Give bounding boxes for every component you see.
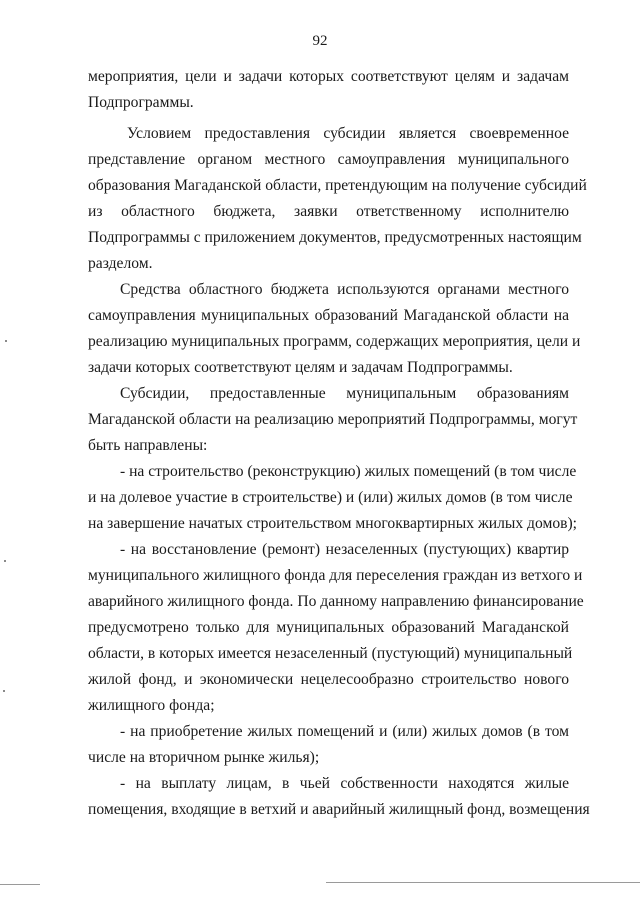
text-line: представление органом местного самоуправления муниципального — [88, 151, 569, 168]
text-line: реализацию муниципальных программ, содержащих мероприятия, цели и — [88, 333, 581, 350]
text-line: Подпрограммы с приложением документов, предусмотренных настоящим — [88, 229, 582, 246]
list-item-line: - на восстановление (ремонт) незаселенных (пустующих) квартир — [120, 541, 569, 558]
scan-artifact — [0, 884, 40, 885]
page-number: 92 — [312, 33, 328, 49]
text-line: Магаданской области на реализацию мероприятий Подпрограммы, могут — [88, 411, 578, 428]
text-line: предусмотрено только для муниципальных образований Магаданской — [88, 619, 569, 636]
scan-artifact — [3, 690, 5, 692]
text-line: на завершение начатых строительством многоквартирных жилых домов); — [88, 515, 578, 532]
text-line: области, в которых имеется незаселенный (пустующий) муниципальный — [88, 645, 573, 662]
scan-artifact — [4, 560, 6, 562]
scan-artifact — [5, 340, 7, 342]
text-line: мероприятия, цели и задачи которых соответствуют целям и задачам — [88, 68, 569, 85]
text-line: из областного бюджета, заявки ответственному исполнителю — [88, 203, 569, 220]
text-line: задачи которых соответствуют целям и задачам Подпрограммы. — [88, 359, 513, 376]
text-line: помещения, входящие в ветхий и аварийный жилищный фонд, возмещения — [88, 801, 590, 818]
list-item-line: - на выплату лицам, в чьей собственности находятся жилые — [120, 775, 569, 792]
list-item-line: - на строительство (реконструкцию) жилых помещений (в том числе — [120, 463, 577, 480]
text-line: Средства областного бюджета используются органами местного — [120, 281, 569, 298]
scan-artifact — [326, 882, 640, 883]
list-item-line: - на приобретение жилых помещений и (или) жилых домов (в том — [120, 723, 569, 740]
text-line: аварийного жилищного фонда. По данному направлению финансирование — [88, 593, 584, 610]
text-line: самоуправления муниципальных образований Магаданской области на — [88, 307, 569, 324]
text-line: Условием предоставления субсидии является своевременное — [127, 125, 569, 142]
text-line: Подпрограммы. — [88, 94, 194, 111]
text-line: и на долевое участие в строительстве) и (или) жилых домов (в том числе — [88, 489, 573, 506]
text-line: числе на вторичном рынке жилья); — [88, 749, 320, 766]
text-line: Субсидии, предоставленные муниципальным образованиям — [120, 385, 569, 402]
text-line: жилой фонд, и экономически нецелесообразно строительство нового — [88, 671, 569, 688]
text-line: разделом. — [88, 255, 153, 272]
text-line: быть направлены: — [88, 437, 208, 454]
text-line: образования Магаданской области, претендующим на получение субсидий — [88, 177, 587, 194]
text-line: жилищного фонда; — [88, 697, 215, 714]
text-line: муниципального жилищного фонда для переселения граждан из ветхого и — [88, 567, 583, 584]
